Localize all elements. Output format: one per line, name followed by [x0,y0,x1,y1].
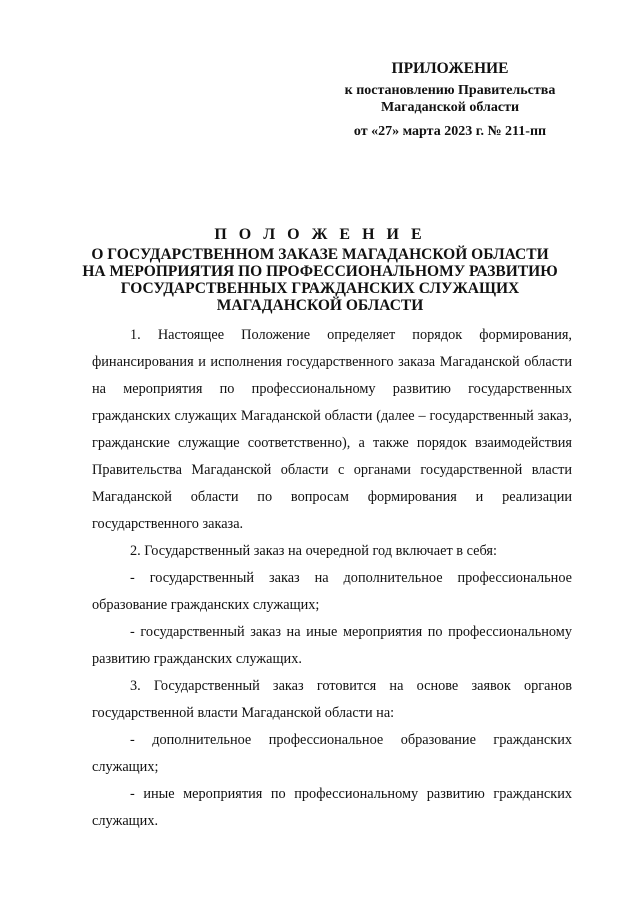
appendix-title: ПРИЛОЖЕНИЕ [391,60,509,77]
paragraph-3-item-2: - иные мероприятия по профессиональному развитию гражданских служащих. [92,786,572,829]
document-title: П О Л О Ж Е Н И Е [214,226,426,243]
paragraph-3: 3. Государственный заказ готовится на основе заявок органов государственной власти Магаданской области на: [92,678,572,721]
paragraph-2-item-2: - государственный заказ на иные мероприятия по профессиональному развитию гражданских служащих. [92,624,572,667]
appendix-block [322,60,578,140]
appendix-date: от «27» марта 2023 г. № 211-пп [353,124,547,139]
appendix-line-2: Магаданской области [380,100,520,115]
paragraph-2: 2. Государственный заказ на очередной год включает в себя: [130,543,497,559]
paragraph-3-item-1: - дополнительное профессиональное образование гражданских служащих; [92,732,572,775]
document-body [92,322,572,835]
paragraph-2-item-1: - государственный заказ на дополнительное профессиональное образование гражданских служащих; [92,570,572,613]
paragraph-1: 1. Настоящее Положение определяет порядок формирования, финансирования и исполнения государственного заказа Магаданской области на мероприятия по профессиональному развитию государственных гражданских служащих Магаданской области (далее – государственный заказ, гражданские служащие соответственно), а также порядок взаимодействия Правительства Магаданской области с органами государственной власти Магаданской области по вопросам формирования и реализации государственного заказа. [92,327,572,532]
document-subtitle: О ГОСУДАРСТВЕННОМ ЗАКАЗЕ МАГАДАНСКОЙ ОБЛАСТИ НА МЕРОПРИЯТИЯ ПО ПРОФЕССИОНАЛЬНОМУ РАЗВИТИЮ ГОСУДАРСТВЕННЫХ ГРАЖДАНСКИХ СЛУЖАЩИХ МАГАДАНСКОЙ ОБЛАСТИ [82,246,558,314]
document-heading [80,226,560,314]
appendix-line-1: к постановлению Правительства [344,83,556,98]
